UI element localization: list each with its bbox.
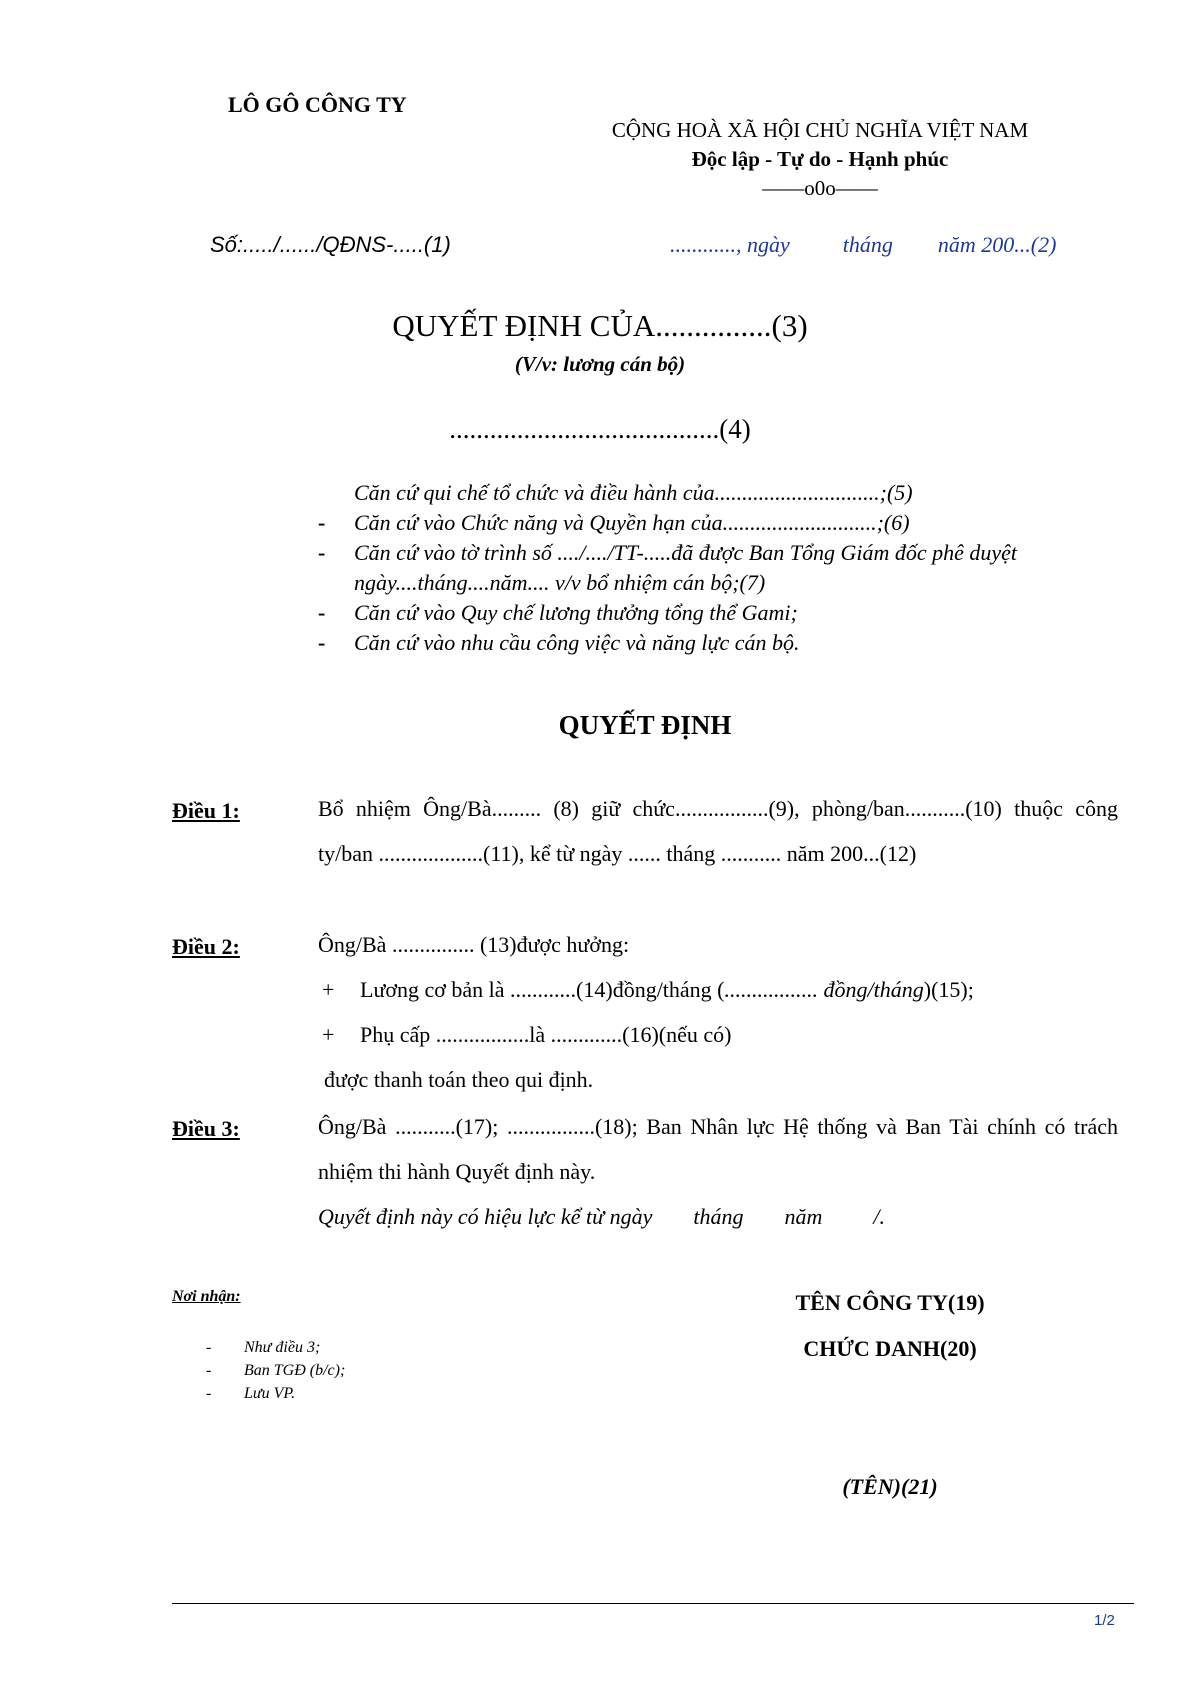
article-2-label: Điều 2: xyxy=(172,934,240,959)
bullet-dash: - xyxy=(318,600,326,625)
effective-date-clause: Quyết định này có hiệu lực kể từ ngày tháng năm /. xyxy=(318,1204,885,1229)
basis-item: - Căn cứ vào nhu cầu công việc và năng lực cán bộ. xyxy=(310,628,1120,658)
legal-basis-list xyxy=(310,478,1120,658)
nation-name: CỘNG HOÀ XÃ HỘI CHỦ NGHĨA VIỆT NAM xyxy=(611,118,1029,142)
decision-title: QUYẾT ĐỊNH CỦA...............(3) xyxy=(392,308,808,343)
document-number: Số:...../....../QĐNS-.....(1) xyxy=(210,232,451,257)
decision-heading: QUYẾT ĐỊNH xyxy=(558,710,732,740)
article-3-text: Ông/Bà ...........(17); ................(18); Ban Nhân lực Hệ thống và Ban Tài chính có trách nhiệm thi hành Quyết định này. xyxy=(318,1114,1118,1184)
bullet-dash: - xyxy=(318,510,326,535)
recipient-item: - Ban TGĐ (b/c); xyxy=(206,1362,346,1379)
article-1-text: Bổ nhiệm Ông/Bà......... (8) giữ chức.................(9), phòng/ban...........(10) thuộc công ty/ban ...................(11), kể từ ngày ...... tháng ........... năm 200...(12) xyxy=(318,796,1118,866)
basis-item: - Căn cứ vào Chức năng và Quyền hạn của............................;(6) xyxy=(310,508,1120,538)
recipients-title: Nơi nhận: xyxy=(172,1288,241,1305)
national-header xyxy=(540,116,1100,203)
basis-item: - Căn cứ vào Quy chế lương thưởng tổng thể Gami; xyxy=(310,598,1120,628)
decision-subject: (V/v: lương cán bộ) xyxy=(514,352,686,376)
page-number: 1/2 xyxy=(1094,1612,1115,1629)
plus-bullet: + xyxy=(322,1022,335,1047)
plus-bullet: + xyxy=(322,977,335,1002)
national-motto: Độc lập - Tự do - Hạnh phúc xyxy=(691,147,949,171)
bullet-dash: - xyxy=(318,540,326,565)
signature-company: TÊN CÔNG TY(19) xyxy=(795,1290,985,1315)
recipient-item: - Như điều 3; xyxy=(206,1339,321,1356)
date-month: tháng xyxy=(842,232,893,257)
document-date xyxy=(670,232,1056,258)
article-2-text xyxy=(318,922,1118,1102)
basis-item: Căn cứ qui chế tổ chức và điều hành của..............................;(5) xyxy=(354,480,913,505)
bullet-dash: - xyxy=(318,630,326,655)
date-place: ............, ngày xyxy=(670,232,790,257)
company-logo-placeholder: LÔ GÔ CÔNG TY xyxy=(228,92,407,117)
recipient-item: - Lưu VP. xyxy=(206,1385,296,1402)
payment-note: được thanh toán theo qui định. xyxy=(324,1067,594,1092)
allowance-item: + Phụ cấp .................là .............(16)(nếu có) xyxy=(318,1012,1118,1057)
recipients-list xyxy=(206,1336,345,1405)
article-3-label: Điều 3: xyxy=(172,1116,240,1141)
footer-divider xyxy=(172,1603,1134,1604)
signature-position: CHỨC DANH(20) xyxy=(803,1336,977,1361)
header-divider: ––––o0o–––– xyxy=(762,176,878,200)
salary-item: + Lương cơ bản là ............(14)đồng/tháng (................. đồng/tháng)(15); xyxy=(318,967,1118,1012)
article-1-label: Điều 1: xyxy=(172,798,240,823)
date-year: năm 200...(2) xyxy=(937,232,1057,257)
issuing-authority: ........................................(4) xyxy=(449,414,751,444)
signature-name: (TÊN)(21) xyxy=(842,1474,938,1499)
basis-item: - Căn cứ vào tờ trình số ..../..../TT-.....đã được Ban Tổng Giám đốc phê duyệt ngày....tháng....năm.... v/v bổ nhiệm cán bộ;(7) xyxy=(318,540,1018,595)
article-2-intro: Ông/Bà ............... (13)được hưởng: xyxy=(318,932,630,957)
